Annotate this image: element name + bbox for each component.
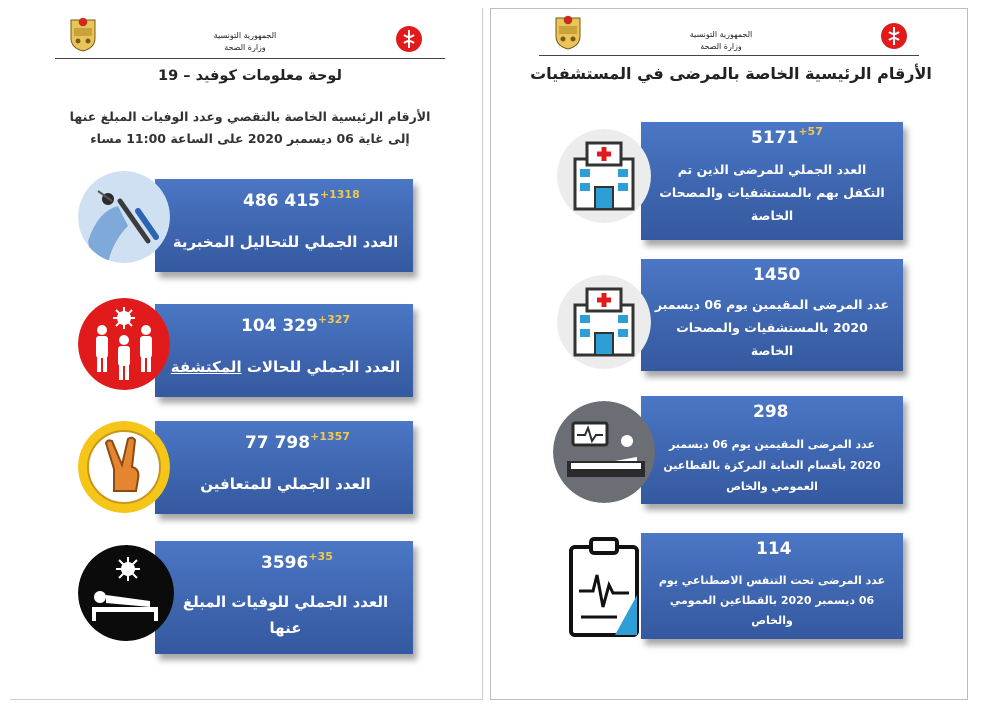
recovered-total: 77 798 (245, 433, 311, 453)
hospitalized-value: 1450 (753, 265, 801, 285)
cases-total: 104 329 (241, 316, 318, 336)
hospital-total-label (647, 158, 897, 227)
cases-increase: +327 (317, 313, 351, 326)
icu-label (647, 434, 897, 497)
lab-tests-card (155, 179, 413, 272)
tunisia-crest-icon (68, 16, 98, 52)
lab-test-icon (78, 171, 170, 263)
deaths-card (155, 541, 413, 654)
right-page (490, 8, 968, 700)
deaths-label-line-2: عنها (269, 619, 302, 637)
hospitalized-line-1: عدد المرضى المقيمين يوم 06 ديسمبر (654, 297, 890, 312)
hospitalized-line-3: الخاصة (750, 343, 794, 358)
hospital-total: 5171 (751, 128, 799, 148)
hospitalized-line-2: 2020 بالمستشفيات والمصحات (676, 320, 868, 335)
right-page-title: الأرقام الرئيسية الخاصة بالمرضى في المستشفيات (530, 64, 932, 83)
deaths-label-line-1: العدد الجملي للوفيات المبلغ (182, 593, 389, 611)
ventilation-line-3: والخاص (751, 614, 793, 627)
hospitalized-card (641, 259, 903, 371)
hospital-icon (557, 129, 651, 223)
cases-label-text: العدد الجملي للحالات (241, 358, 401, 376)
ventilation-card (641, 533, 903, 639)
cases-card (155, 304, 413, 397)
hospital-total-line-1: العدد الجملي للمرضى الذين تم (677, 162, 867, 177)
subtitle-line-1: الأرقام الرئيسية الخاصة بالتقصي وعدد الوفيات المبلغ عنها (69, 109, 431, 124)
icu-line-2: 2020 بأقسام العناية المركزة بالقطاعين (663, 459, 881, 472)
hospital-total-card (641, 122, 903, 240)
victory-hand-icon (78, 421, 170, 513)
header-divider (55, 58, 445, 59)
deaths-total: 3596 (261, 553, 309, 573)
cases-value (241, 313, 351, 336)
left-page (10, 8, 483, 700)
header-text (190, 30, 300, 54)
republic-name: الجمهورية التونسية (213, 31, 277, 40)
deaths-value (261, 550, 333, 573)
tunisia-crest-icon (553, 14, 583, 50)
subtitle-line-2: إلى غاية 06 ديسمبر 2020 على الساعة 11:00 مساء (90, 131, 410, 146)
lab-tests-increase: +1318 (319, 188, 360, 201)
republic-name: الجمهورية التونسية (689, 30, 753, 39)
hospital-total-increase: +57 (798, 125, 823, 138)
left-page-title: لوحة معلومات كوفيد – 19 (158, 68, 342, 84)
recovered-label: العدد الجملي للمتعافين (200, 475, 371, 493)
hospital-total-value (751, 125, 823, 148)
recovered-increase: +1357 (310, 430, 350, 443)
deaths-label (163, 589, 408, 641)
hospital-total-line-2: التكفل بهم بالمستشفيات والمصحات (659, 185, 885, 200)
ventilation-value: 114 (756, 539, 792, 559)
icu-line-1: عدد المرضى المقيمين يوم 06 ديسمبر (668, 438, 876, 451)
ministry-health-logo-icon (879, 21, 909, 51)
left-subtitle (50, 106, 450, 150)
cases-label-underlined: المكتشفة (170, 358, 242, 376)
lab-tests-total: 486 415 (243, 191, 320, 211)
deaths-increase: +35 (308, 550, 333, 563)
header-text (666, 29, 776, 53)
ministry-health-logo-icon (394, 24, 424, 54)
header-divider (539, 55, 919, 56)
recovered-value (245, 430, 350, 453)
hospital-icon (557, 275, 651, 369)
icu-value: 298 (753, 402, 789, 422)
lab-tests-label: العدد الجملي للتحاليل المخبرية (172, 233, 399, 251)
ministry-name: وزارة الصحة (700, 42, 742, 51)
deceased-bed-icon (78, 545, 174, 641)
hospitalized-label (647, 293, 897, 362)
ministry-name: وزارة الصحة (224, 43, 266, 52)
ventilator-chart-icon (557, 535, 651, 641)
ventilation-line-1: عدد المرضى تحت التنفس الاصطناعي يوم (658, 574, 886, 587)
icu-line-3: العمومي والخاص (726, 480, 818, 493)
icu-card (641, 396, 903, 504)
lab-tests-value (243, 188, 360, 211)
cases-label (163, 358, 408, 376)
virus-people-icon (78, 298, 170, 390)
recovered-card (155, 421, 413, 514)
hospital-total-line-3: الخاصة (750, 208, 794, 223)
icu-bed-icon (553, 401, 655, 503)
ventilation-line-2: 06 ديسمبر 2020 بالقطاعين العمومي (669, 594, 875, 607)
ventilation-label (647, 571, 897, 631)
